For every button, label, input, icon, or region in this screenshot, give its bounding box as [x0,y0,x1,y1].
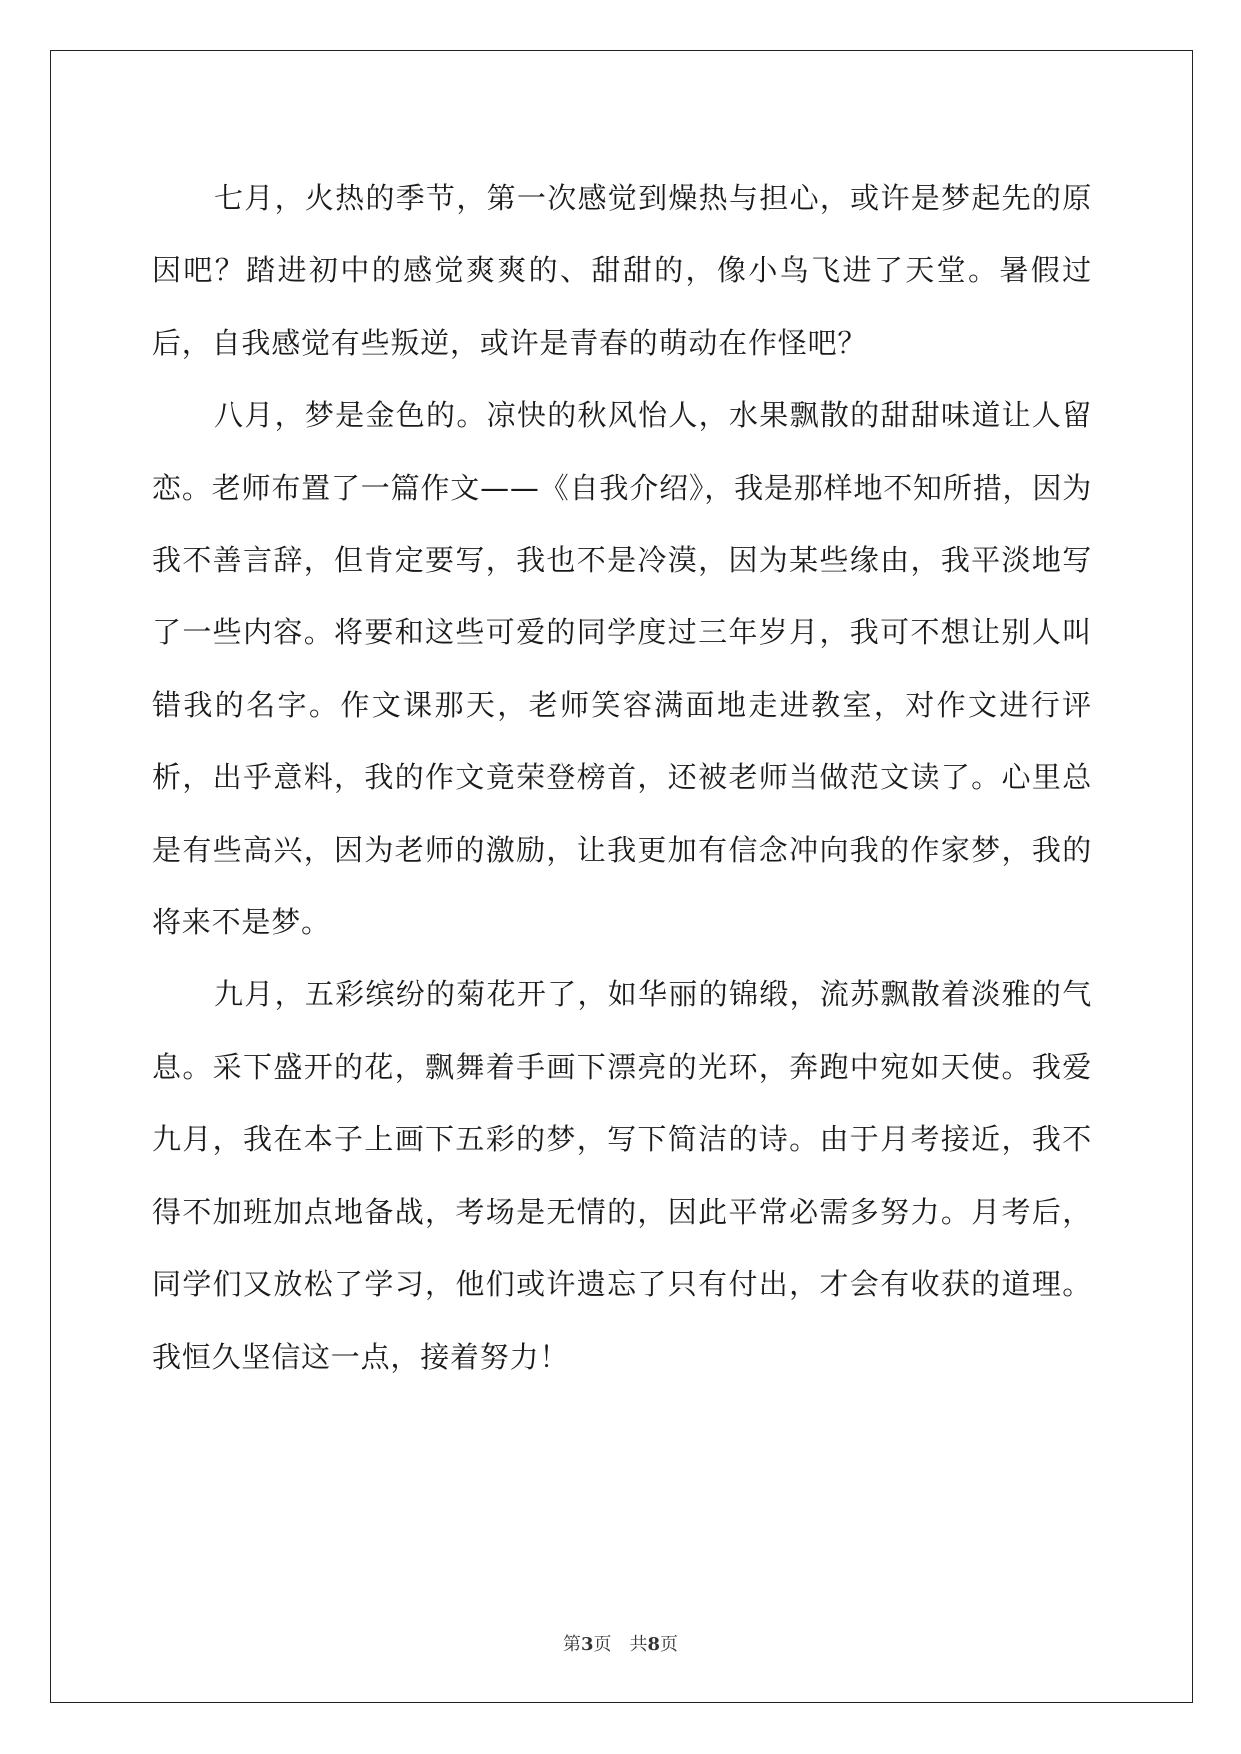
footer-total-suffix: 页 [660,1634,679,1655]
paragraph-july: 七月，火热的季节，第一次感觉到燥热与担心，或许是梦起先的原因吧？踏进初中的感觉爽爽的、甜甜的，像小鸟飞进了天堂。暑假过后，自我感觉有些叛逆，或许是青春的萌动在作怪吧？ [152,181,1092,360]
footer-page-suffix: 页 [593,1634,612,1655]
page-footer [0,1630,1241,1656]
document-body [152,162,1092,1393]
footer-prefix: 第 [562,1634,581,1655]
footer-total-prefix: 共 [629,1634,648,1655]
paragraph-september: 九月，五彩缤纷的菊花开了，如华丽的锦缎，流苏飘散着淡雅的气息。采下盛开的花，飘舞着手画下漂亮的光环，奔跑中宛如天使。我爱九月，我在本子上画下五彩的梦，写下简洁的诗。由于月考接近，我不得不加班加点地备战，考场是无情的，因此平常必需多努力。月考后，同学们又放松了学习，他们或许遗忘了只有付出，才会有收获的道理。我恒久坚信这一点，接着努力！ [152,977,1092,1374]
paragraph-august: 八月，梦是金色的。凉快的秋风怡人，水果飘散的甜甜味道让人留恋。老师布置了一篇作文——《自我介绍》，我是那样地不知所措，因为我不善言辞，但肯定要写，我也不是冷漠，因为某些缘由，我平淡地写了一些内容。将要和这些可爱的同学度过三年岁月，我可不想让别人叫错我的名字。作文课那天，老师笑容满面地走进教室，对作文进行评析，出乎意料，我的作文竟荣登榜首，还被老师当做范文读了。心里总是有些高兴，因为老师的激励，让我更加有信念冲向我的作家梦，我的将来不是梦。 [152,398,1092,940]
total-pages-number: 8 [647,1634,661,1655]
current-page-number: 3 [580,1634,594,1655]
